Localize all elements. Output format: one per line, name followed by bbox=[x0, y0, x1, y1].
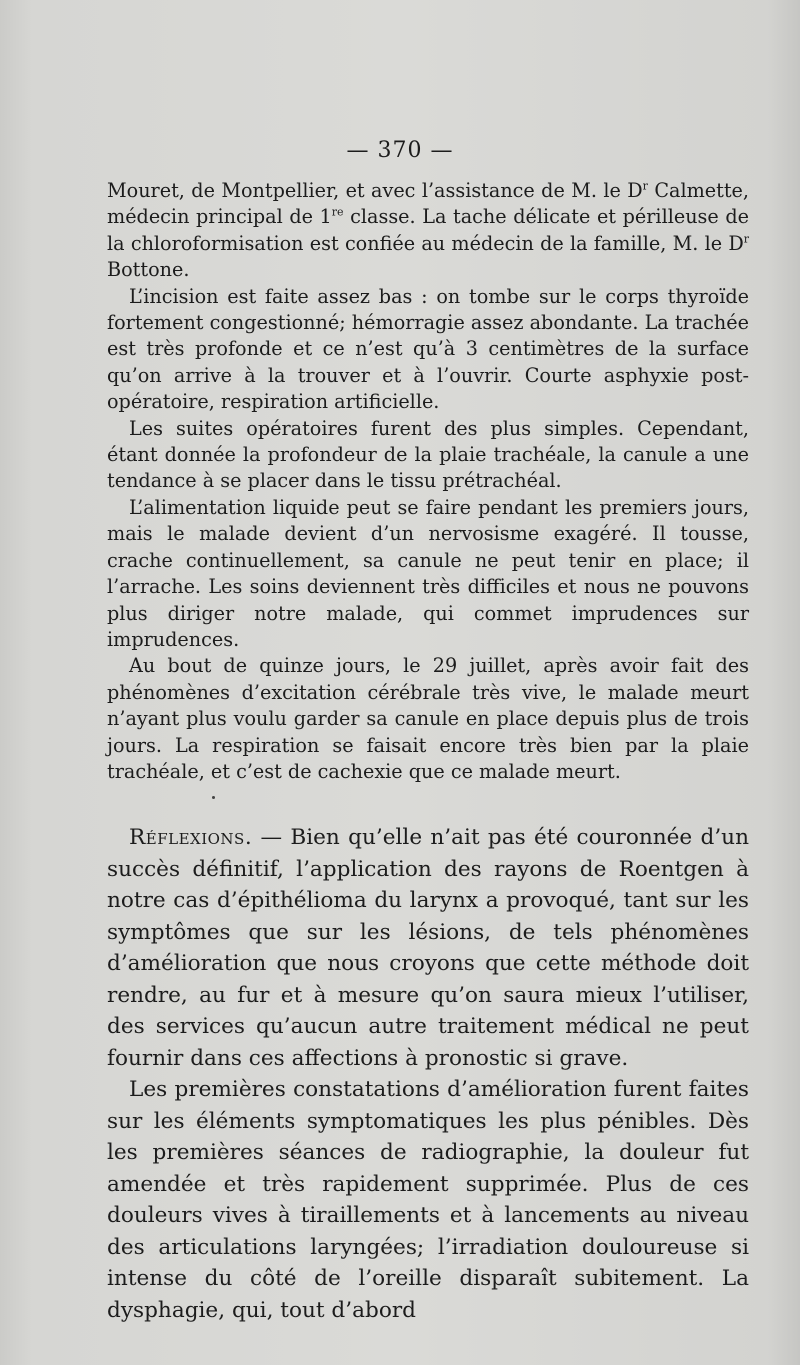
paragraph-first-observations: Les premières constatations d’amélioration furent faites sur les éléments symptomatiques les plus pénibles. Dès les premières séances de radiographie, la douleur fut amendée et très rapidement supprimée. Plus de ces douleurs vives à tiraillements et à lancements au niveau des articulations laryngées; l’irradiation douloureuse si intense du côté de l’oreille disparaît subitement. La dysphagie, qui, tout d’abord bbox=[107, 1077, 749, 1323]
paragraph-text: Bottone. bbox=[107, 258, 190, 282]
paragraph-outcome: Au bout de quinze jours, le 29 juillet, après avoir fait des phénomènes d’excitation cérébrale très vive, le malade meurt n’ayant plus voulu garder sa canule en place depuis plus de trois jours. La respiration se faisait encore très bien par la plaie trachéale, et c’est de cachexie que ce malade meurt. bbox=[107, 654, 749, 783]
section-reflexions bbox=[107, 822, 749, 1326]
paragraph-incision: L’incision est faite assez bas : on tombe sur le corps thyroïde fortement congestionné; hémorragie assez abondante. La trachée est très profonde et ce n’est qu’à 3 centimètres de la surface qu’on arrive à la trouver et à l’ouvrir. Courte asphyxie post-opératoire, respiration artificielle. bbox=[107, 284, 749, 414]
superscript: re bbox=[331, 206, 344, 220]
paragraph-text: — Bien qu’elle n’ait pas été couronnée d’un succès définitif, l’application des rayons de Roentgen à notre cas d’épithélioma du larynx a provoqué, tant sur les symptômes que sur les lésions, de tels phénomènes d’amélioration que nous croyons que cette méthode doit rendre, au fur et à mesure qu’on saura mieux l’utiliser, des services qu’aucun autre traitement médical ne peut fournir dans ces affections à pronostic si grave. bbox=[107, 825, 749, 1071]
paragraph-alimentation: L’alimentation liquide peut se faire pendant les premiers jours, mais le malade devient d’un nervosisme exagéré. Il tousse, crache continuellement, sa canule ne peut tenir en place; il l’arrache. Les soins deviennent très difficiles et nous ne pouvons plus diriger notre malade, qui commet imprudences sur imprudences. bbox=[107, 495, 749, 651]
page-number: — 370 — bbox=[346, 138, 454, 163]
paragraph-reflexions bbox=[107, 822, 749, 1074]
paragraph-text: Mouret, de Montpellier, et avec l’assistance de M. le D bbox=[107, 179, 643, 202]
superscript: r bbox=[642, 179, 648, 193]
ink-dot bbox=[212, 796, 215, 799]
section-heading: Réflexions. bbox=[129, 825, 253, 850]
paragraph-text: Calmette, médecin principal de 1 bbox=[107, 179, 750, 229]
paragraph-post-operative: Les suites opératoires furent des plus simples. Cependant, étant donnée la profondeur de la plaie trachéale, la canule a une tendance à se placer dans le tissu prétrachéal. bbox=[107, 416, 749, 493]
section-case-report bbox=[107, 178, 749, 785]
superscript: r bbox=[743, 232, 749, 246]
paragraph-operation-team bbox=[107, 178, 749, 284]
paragraph-text: classe. La tache délicate et périlleuse de la chloroformisation est confiée au médecin de la famille, M. le D bbox=[107, 205, 749, 255]
